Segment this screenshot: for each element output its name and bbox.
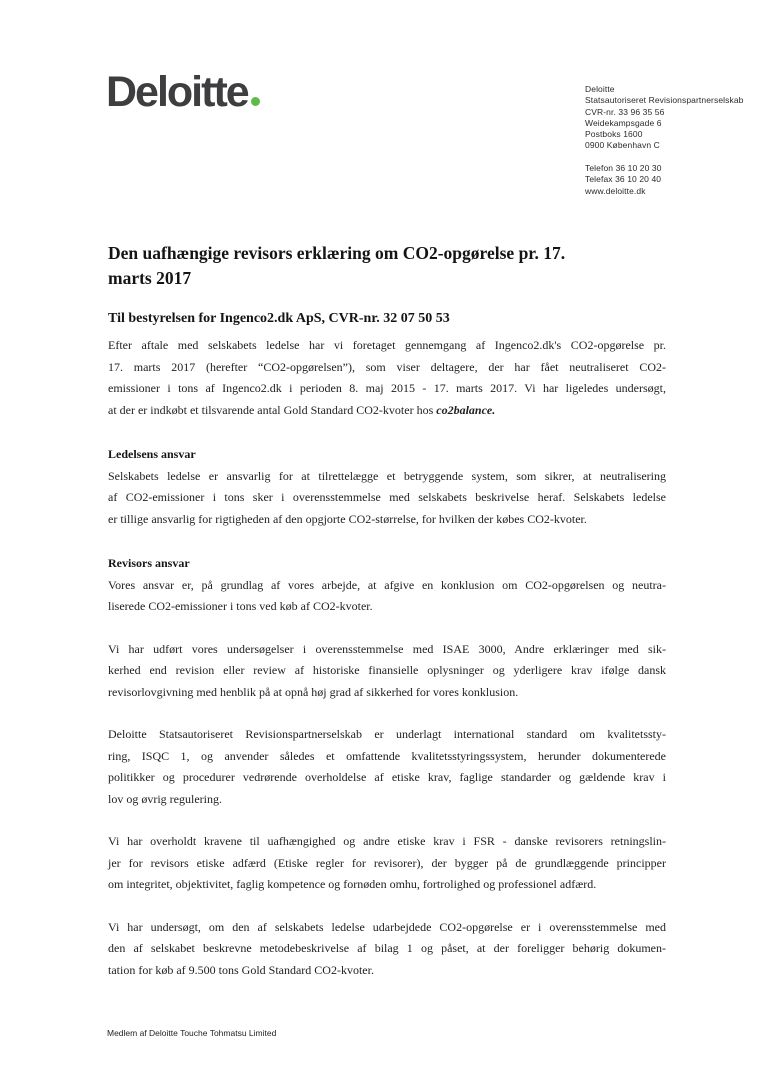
text-line: Selskabets ledelse er ansvarlig for at tilrettelægge et betryggende system, som sikrer, at neutralisering [108, 468, 666, 483]
text-line: tation for køb af 9.500 tons Gold Standard CO2-kvoter. [108, 962, 374, 977]
letterhead-line: Telefax 36 10 20 40 [585, 174, 662, 185]
etiske-krav-paragraph [108, 831, 666, 896]
intro-paragraph [108, 335, 666, 421]
deloitte-logo-text: Deloitte [106, 68, 248, 116]
text-line: Vores ansvar er, på grundlag af vores arbejde, at afgive en konklusion om CO2-opgørelsen og neutra- [108, 577, 666, 592]
text-line: revisorlovgivning med henblik på at opnå høj grad af sikkerhed for vores konklusion. [108, 684, 519, 699]
document-body [108, 241, 666, 981]
document-title-line-1: Den uafhængige revisors erklæring om CO2-opgørelse pr. 17. [108, 243, 566, 263]
text-line: den af selskabet beskrevne metodebeskrivelse af bilag 1 og påset, at der foreligger behørig dokumen- [108, 941, 666, 955]
text-line: Vi har undersøgt, om den af selskabets ledelse udarbejdede CO2-opgørelse er i overensstemmelse med [108, 919, 666, 934]
text-line: jer for revisors etiske adfærd (Etiske regler for revisorer), der bygger på de grundlæggende principper [108, 855, 666, 870]
text-line: 17. marts 2017 (herefter “CO2-opgørelsen”), som viser deltagere, der har fået neutraliseret CO2- [108, 359, 666, 374]
text-line: Revisors ansvar [108, 556, 190, 570]
document-title-line-2: marts 2017 [108, 268, 192, 288]
text-line: Deloitte Statsautoriseret Revisionspartnerselskab er underlagt international standard om kvalitetssty- [108, 727, 666, 741]
text-line: lov og øvrig regulering. [108, 791, 222, 806]
text-line: ring, ISQC 1, og anvender således et omfattende kvalitetsstyringssystem, herunder dokumenterede [108, 748, 666, 763]
text-line: Vi har overholdt kravene til uafhængighed og andre etiske krav i FSR - danske revisorers retningslin- [108, 834, 666, 848]
text-line: om integritet, objektivitet, faglig kompetence og fornøden omhu, fortrolighed og professionel adfærd. [108, 877, 597, 891]
text-line: er tillige ansvarlig for rigtigheden af den opgjorte CO2-størrelse, for hvilken der købes CO2-kvoter. [108, 511, 587, 526]
letterhead-line: Statsautoriseret Revisionspartnerselskab [585, 95, 744, 106]
undersoegelse-paragraph [108, 917, 666, 982]
deloitte-logo-green-dot [251, 97, 260, 106]
letterhead-line: Weidekampsgade 6 [585, 117, 662, 128]
footer-membership-note: Medlem af Deloitte Touche Tohmatsu Limited [107, 1028, 277, 1038]
text-line: at der er indkøbt et tilsvarende antal Gold Standard CO2-kvoter hos co2balance. [108, 402, 496, 417]
deloitte-logo [106, 68, 260, 117]
letterhead-line: Deloitte [585, 84, 615, 94]
text-line: politikker og procedurer vedrørende overholdelse af etiske krav, faglige standarder og gældende krav i [108, 770, 666, 784]
letterhead-line: CVR-nr. 33 96 35 56 [585, 106, 665, 117]
isqc-1-paragraph [108, 724, 666, 810]
section-heading-revisors-ansvar [108, 553, 666, 575]
letterhead-spacer [585, 152, 744, 163]
text-line: liserede CO2-emissioner i tons ved køb af CO2-kvoter. [108, 599, 373, 613]
recipient-line: Til bestyrelsen for Ingenco2.dk ApS, CVR-nr. 32 07 50 53 [108, 311, 450, 326]
letterhead-address-block [585, 84, 744, 197]
document-blocks [108, 335, 666, 981]
text-line: Vi har udført vores undersøgelser i overensstemmelse med ISAE 3000, Andre erklæringer med sik- [108, 641, 666, 656]
text-line: kerhed end revision eller review af historiske finansielle oplysninger og yderligere krav ifølge dansk [108, 663, 666, 677]
text-line: Efter aftale med selskabets ledelse har vi foretaget gennemgang af Ingenco2.dk's CO2-opgørelse pr. [108, 338, 666, 352]
revisors-ansvar-paragraph [108, 575, 666, 618]
letterhead-line: Telefon 36 10 20 30 [585, 163, 662, 174]
letterhead-line: Postboks 1600 [585, 129, 643, 140]
document-title [108, 241, 666, 291]
text-line: af CO2-emissioner i tons sker i overensstemmelse med selskabets beskrivelse heraf. Selskabets ledelse [108, 490, 666, 504]
letterhead-line: www.deloitte.dk [585, 185, 646, 196]
ledelsens-ansvar-paragraph [108, 466, 666, 531]
letterhead-line: 0900 København C [585, 140, 660, 151]
section-heading-ledelsens-ansvar [108, 444, 666, 466]
text-line: emissioner i tons af Ingenco2.dk i perioden 8. maj 2015 - 17. marts 2017. Vi har ligeledes undersøgt, [108, 381, 666, 395]
isae-3000-paragraph [108, 639, 666, 704]
emphasized-term: co2balance. [436, 402, 496, 417]
text-line: Ledelsens ansvar [108, 447, 196, 461]
